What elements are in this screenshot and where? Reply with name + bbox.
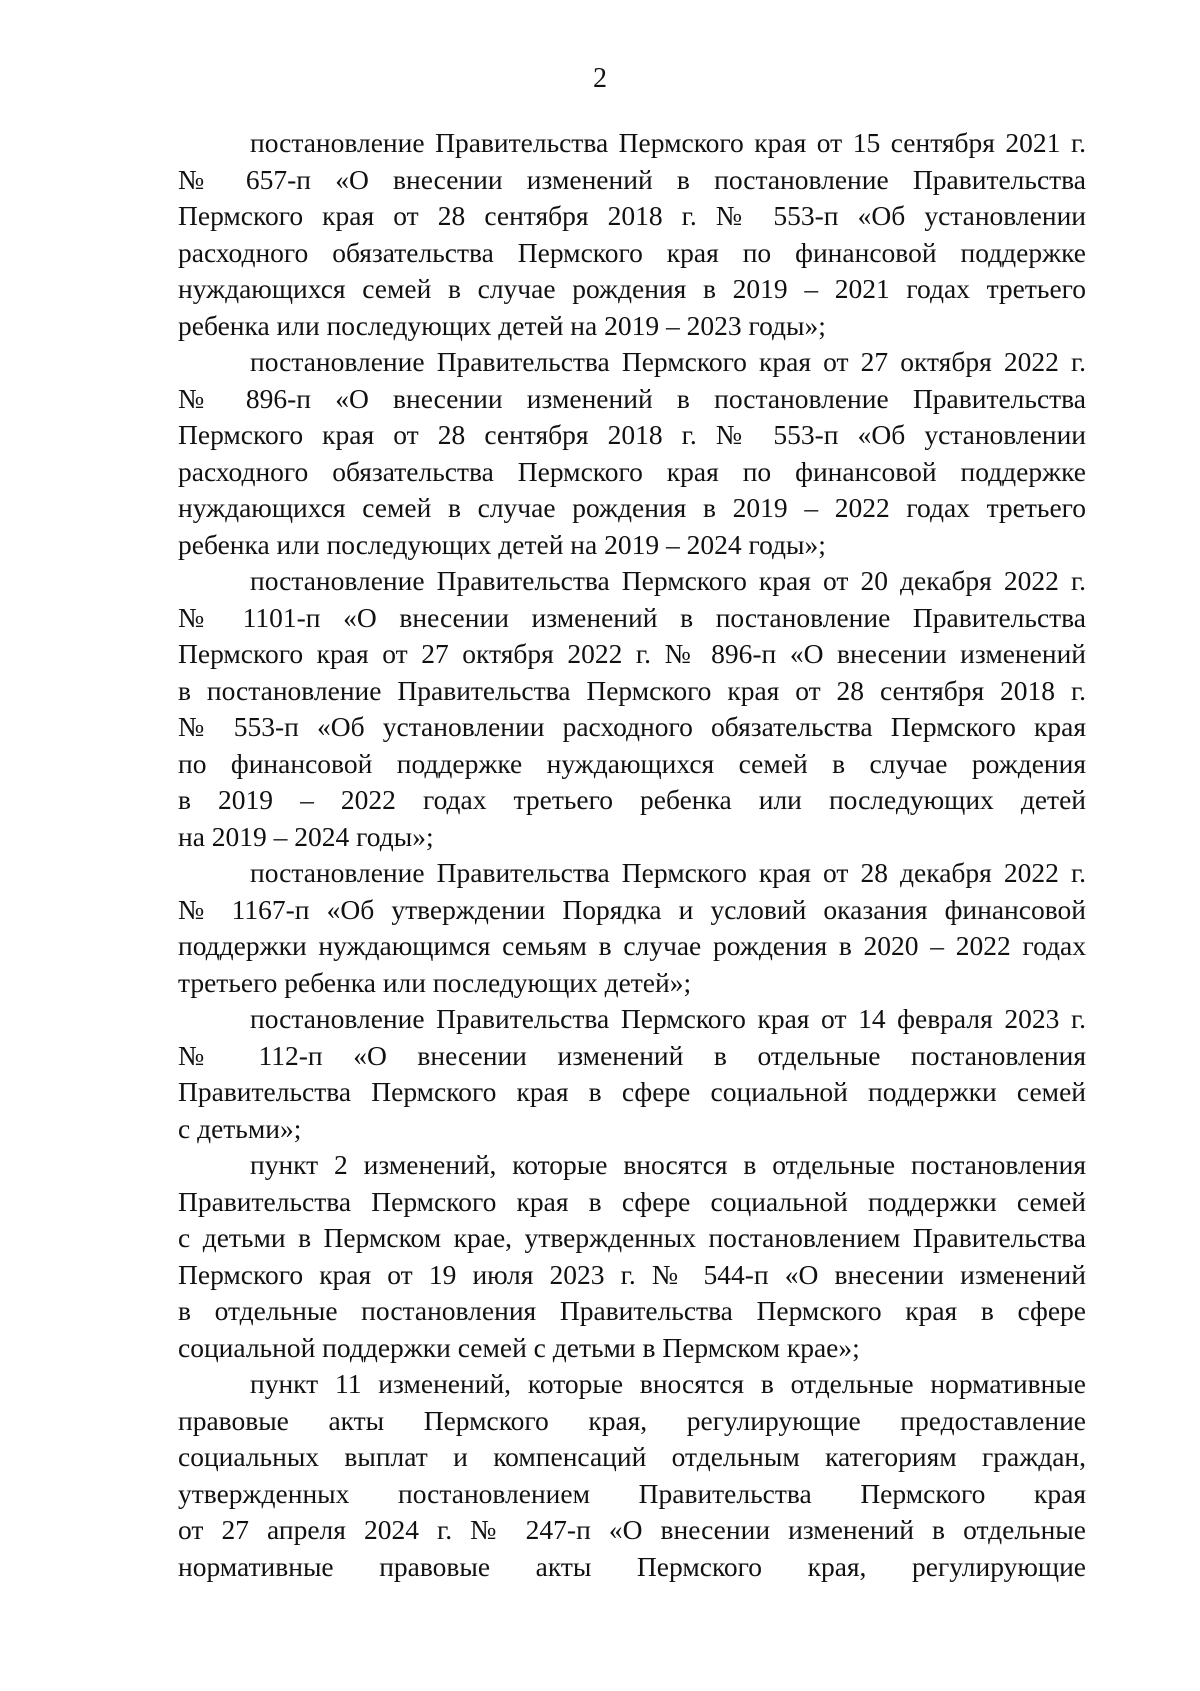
text-line: третьего ребенка или последующих детей»;: [178, 966, 692, 998]
text-line: расходного обязательства Пермского края по финансовой поддержке: [178, 455, 1086, 487]
text-line: в постановление Правительства Пермского края от 28 сентября 2018 г.: [178, 674, 1086, 706]
text-line: поддержки нуждающимся семьям в случае рождения в 2020 – 2022 годах: [178, 930, 1086, 961]
text-line: постановление Правительства Пермского края от 28 декабря 2022 г.: [250, 857, 1086, 888]
text-line: № 553-п «Об установлении расходного обязательства Пермского края: [178, 711, 1086, 742]
text-line: Пермского края от 28 сентября 2018 г. № 553-п «Об установлении: [178, 200, 1086, 231]
text-line: пункт 11 изменений, которые вносятся в отдельные нормативные: [250, 1368, 1086, 1399]
text-line: по финансовой поддержке нуждающихся семей в случае рождения: [178, 747, 1086, 779]
text-line: расходного обязательства Пермского края по финансовой поддержке: [178, 236, 1086, 268]
text-line: Пермского края от 27 октября 2022 г. № 896-п «О внесении изменений: [178, 638, 1086, 669]
text-line: нуждающихся семей в случае рождения в 2019 – 2022 годах третьего: [178, 492, 1086, 523]
text-line: № 896-п «О внесении изменений в постановление Правительства: [178, 382, 1086, 414]
text-line: ребенка или последующих детей на 2019 – 2024 годы»;: [178, 528, 826, 560]
text-line: постановление Правительства Пермского края от 14 февраля 2023 г.: [250, 1003, 1086, 1034]
text-line: Пермского края от 19 июля 2023 г. № 544-п «О внесении изменений: [178, 1258, 1086, 1290]
text-line: нормативные правовые акты Пермского края, регулирующие: [178, 1550, 1086, 1582]
text-line: Правительства Пермского края в сфере социальной поддержки семей: [178, 1185, 1086, 1217]
page-number: 2: [593, 63, 607, 94]
text-line: постановление Правительства Пермского края от 27 октября 2022 г.: [250, 346, 1086, 377]
text-line: утвержденных постановлением Правительства Пермского края: [178, 1477, 1086, 1509]
text-line: от 27 апреля 2024 г. № 247-п «О внесении изменений в отдельные: [178, 1514, 1086, 1545]
text-line: постановление Правительства Пермского края от 20 декабря 2022 г.: [250, 565, 1086, 596]
text-line: с детьми в Пермском крае, утвержденных постановлением Правительства: [178, 1222, 1086, 1253]
text-line: ребенка или последующих детей на 2019 – 2023 годы»;: [178, 309, 826, 341]
text-line: № 657-п «О внесении изменений в постановление Правительства: [178, 163, 1086, 195]
text-line: социальной поддержки семей с детьми в Пермском крае»;: [178, 1331, 860, 1363]
text-line: постановление Правительства Пермского края от 15 сентября 2021 г.: [250, 127, 1086, 158]
document-body: [178, 125, 1086, 1585]
text-line: № 1167-п «Об утверждении Порядка и условий оказания финансовой: [178, 893, 1086, 925]
text-line: Пермского края от 28 сентября 2018 г. № 553-п «Об установлении: [178, 419, 1086, 450]
text-line: Правительства Пермского края в сфере социальной поддержки семей: [178, 1076, 1086, 1107]
text-line: нуждающихся семей в случае рождения в 2019 – 2021 годах третьего: [178, 273, 1086, 304]
text-line: в 2019 – 2022 годах третьего ребенка или последующих детей: [178, 784, 1086, 815]
text-line: № 112-п «О внесении изменений в отдельные постановления: [178, 1039, 1086, 1071]
text-line: правовые акты Пермского края, регулирующие предоставление: [178, 1404, 1086, 1436]
text-line: пункт 2 изменений, которые вносятся в отдельные постановления: [250, 1149, 1086, 1180]
text-line: в отдельные постановления Правительства Пермского края в сфере: [178, 1295, 1086, 1326]
text-line: на 2019 – 2024 годы»;: [178, 820, 434, 852]
text-line: № 1101-п «О внесении изменений в постановление Правительства: [178, 601, 1086, 633]
text-line: с детьми»;: [178, 1112, 302, 1144]
text-line: социальных выплат и компенсаций отдельным категориям граждан,: [178, 1441, 1086, 1472]
